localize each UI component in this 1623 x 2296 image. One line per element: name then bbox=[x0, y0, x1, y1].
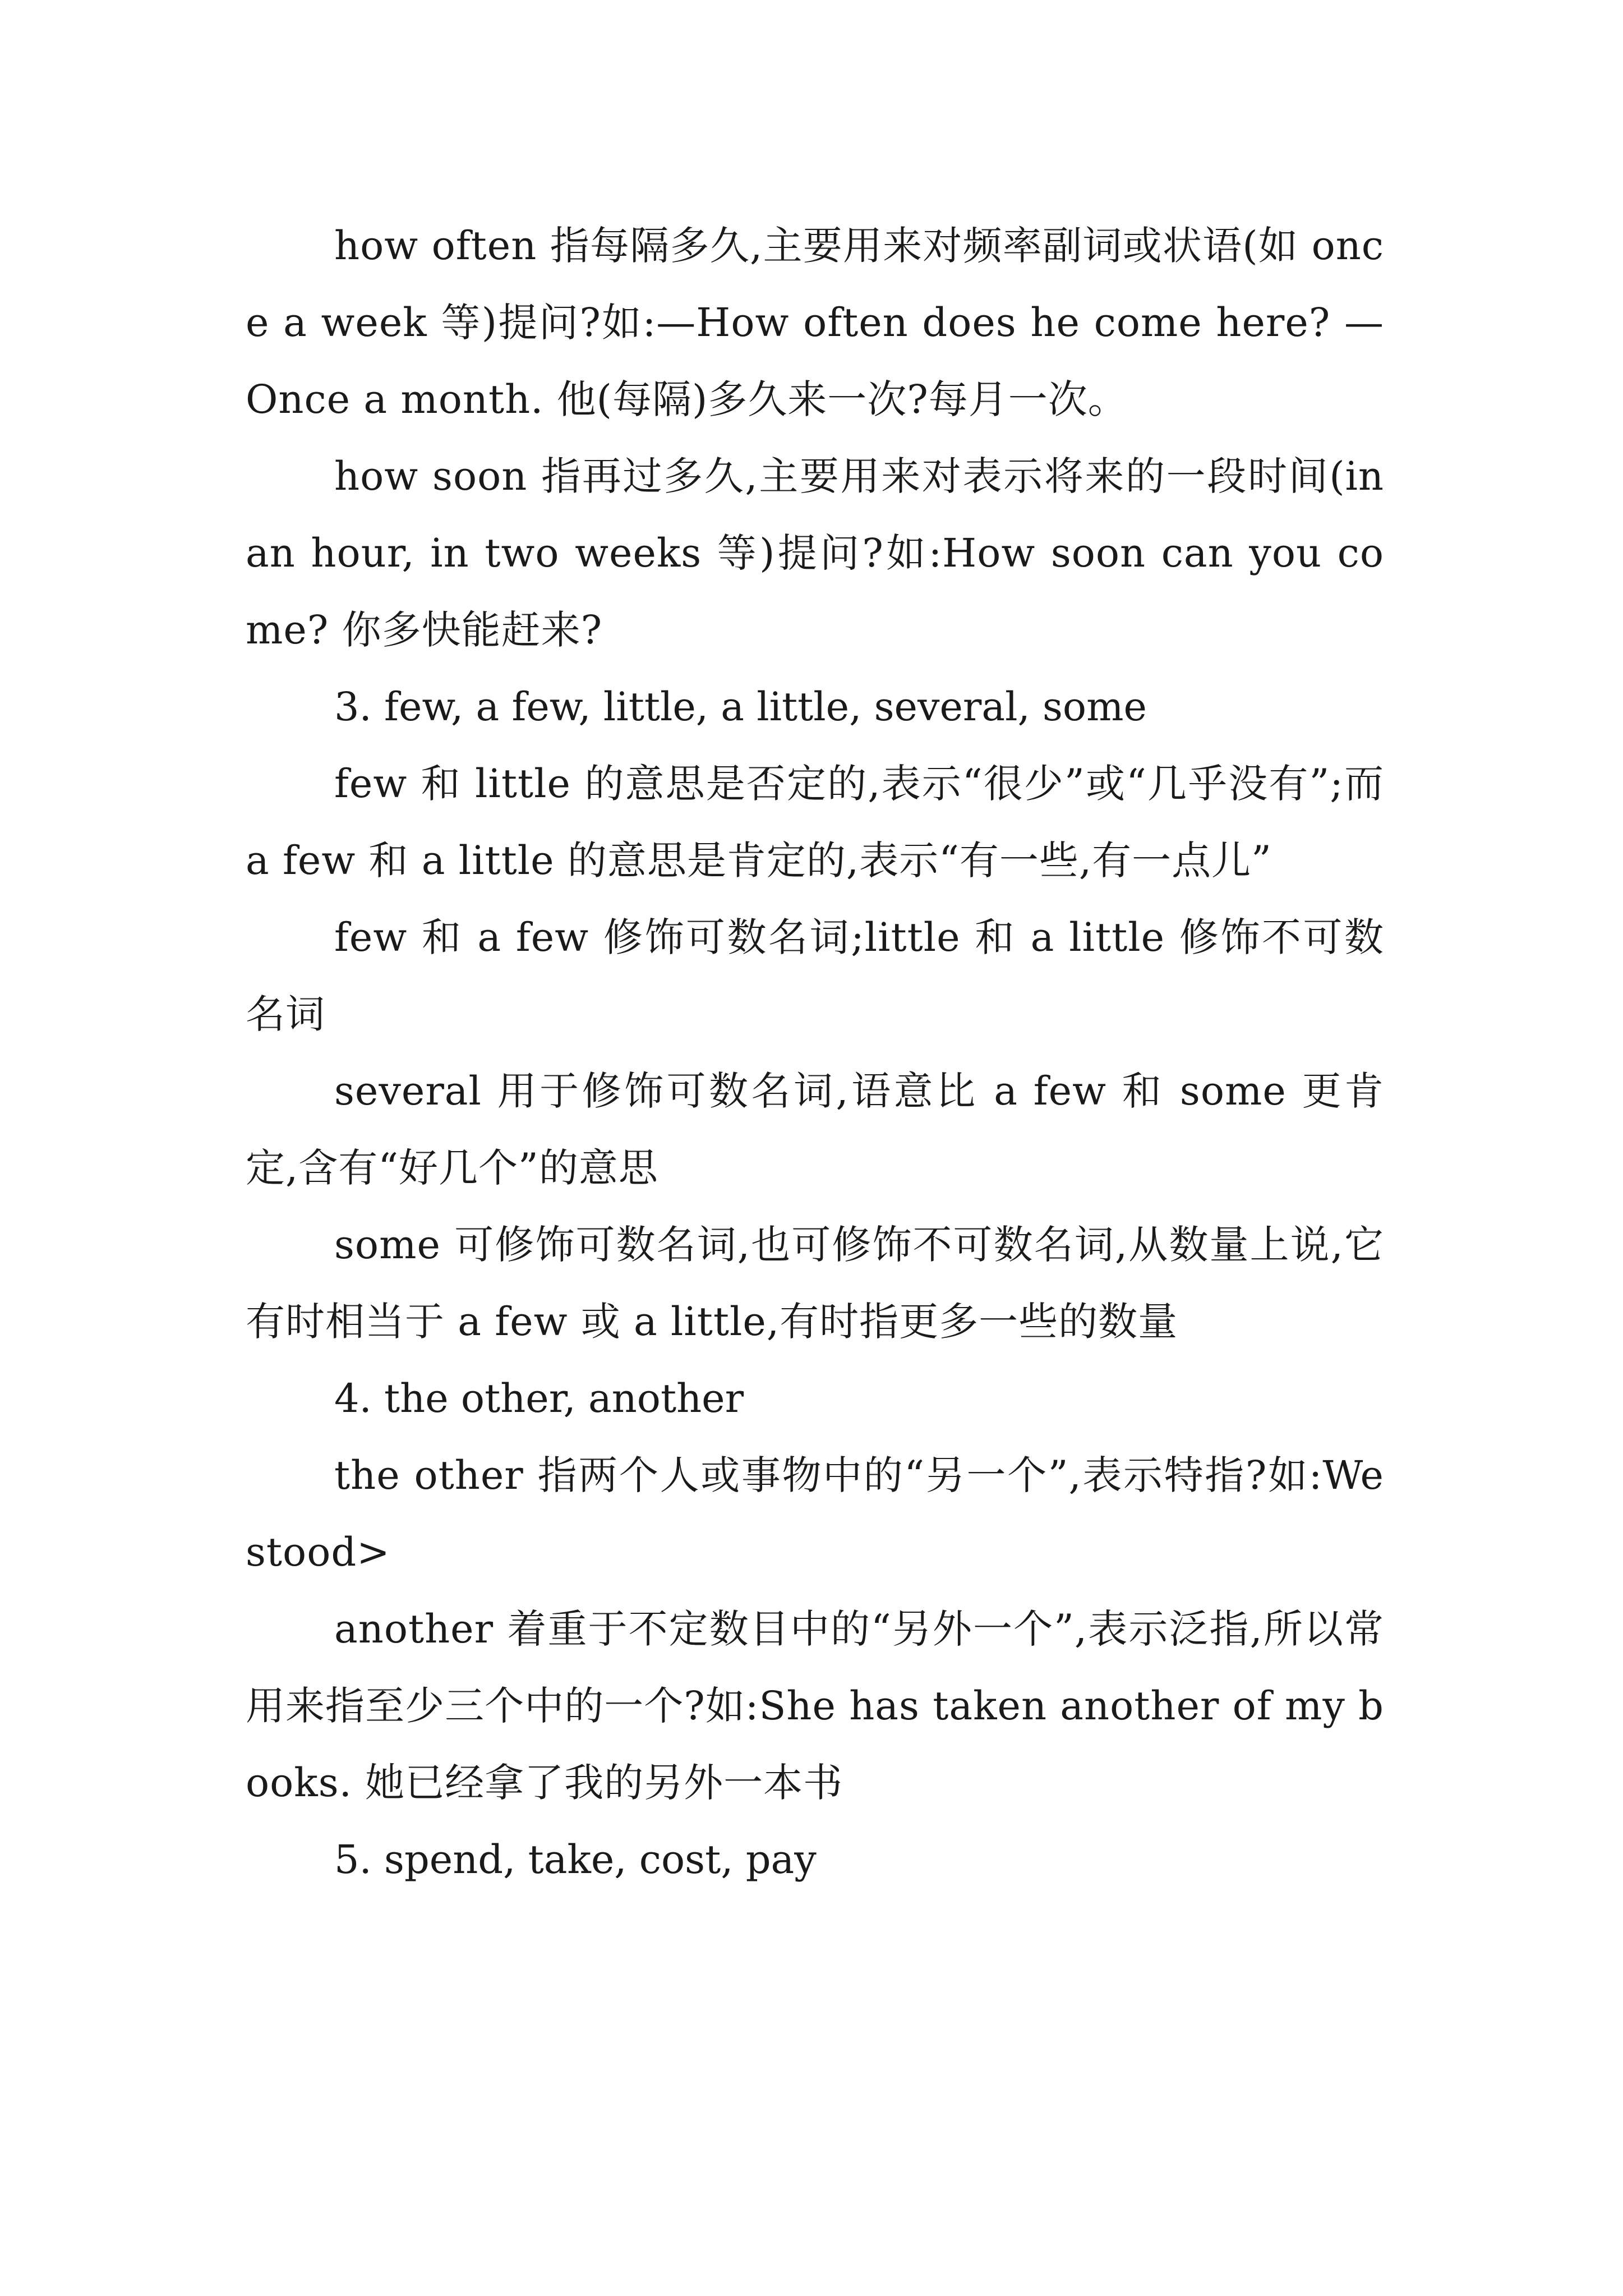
section-heading-4: 4. the other, another bbox=[334, 1375, 744, 1421]
paragraph-another: another 着重于不定数目中的“另外一个”,表示泛指,所以常用来指至少三个中的一个?如:She has taken another of my books. 她已经拿了我的另外一本书 bbox=[246, 1606, 1384, 1806]
paragraph-some: some 可修饰可数名词,也可修饰不可数名词,从数量上说,它有时相当于 a few 或 a little,有时指更多一些的数量 bbox=[246, 1222, 1384, 1345]
document-body bbox=[246, 208, 1384, 1898]
paragraph-several: several 用于修饰可数名词,语意比 a few 和 some 更肯定,含有“好几个”的意思 bbox=[246, 1068, 1384, 1191]
paragraph-how-often: how often 指每隔多久,主要用来对频率副词或状语(如 once a week 等)提问?如:—How often does he come here? —Once a month. 他(每隔)多久来一次?每月一次。 bbox=[246, 223, 1384, 422]
paragraph-few-countable: few 和 a few 修饰可数名词;little 和 a little 修饰不可数名词 bbox=[246, 914, 1384, 1037]
section-heading-5: 5. spend, take, cost, pay bbox=[334, 1837, 817, 1883]
paragraph-the-other: the other 指两个人或事物中的“另一个”,表示特指?如:We stood> bbox=[246, 1452, 1384, 1575]
section-heading-3: 3. few, a few, little, a little, several, some bbox=[334, 684, 1147, 730]
paragraph-how-soon: how soon 指再过多久,主要用来对表示将来的一段时间(in an hour, in two weeks 等)提问?如:How soon can you come? 你多快能赶来? bbox=[246, 453, 1384, 653]
paragraph-few-little: few 和 little 的意思是否定的,表示“很少”或“几乎没有”;而 a few 和 a little 的意思是肯定的,表示“有一些,有一点儿” bbox=[246, 761, 1384, 884]
